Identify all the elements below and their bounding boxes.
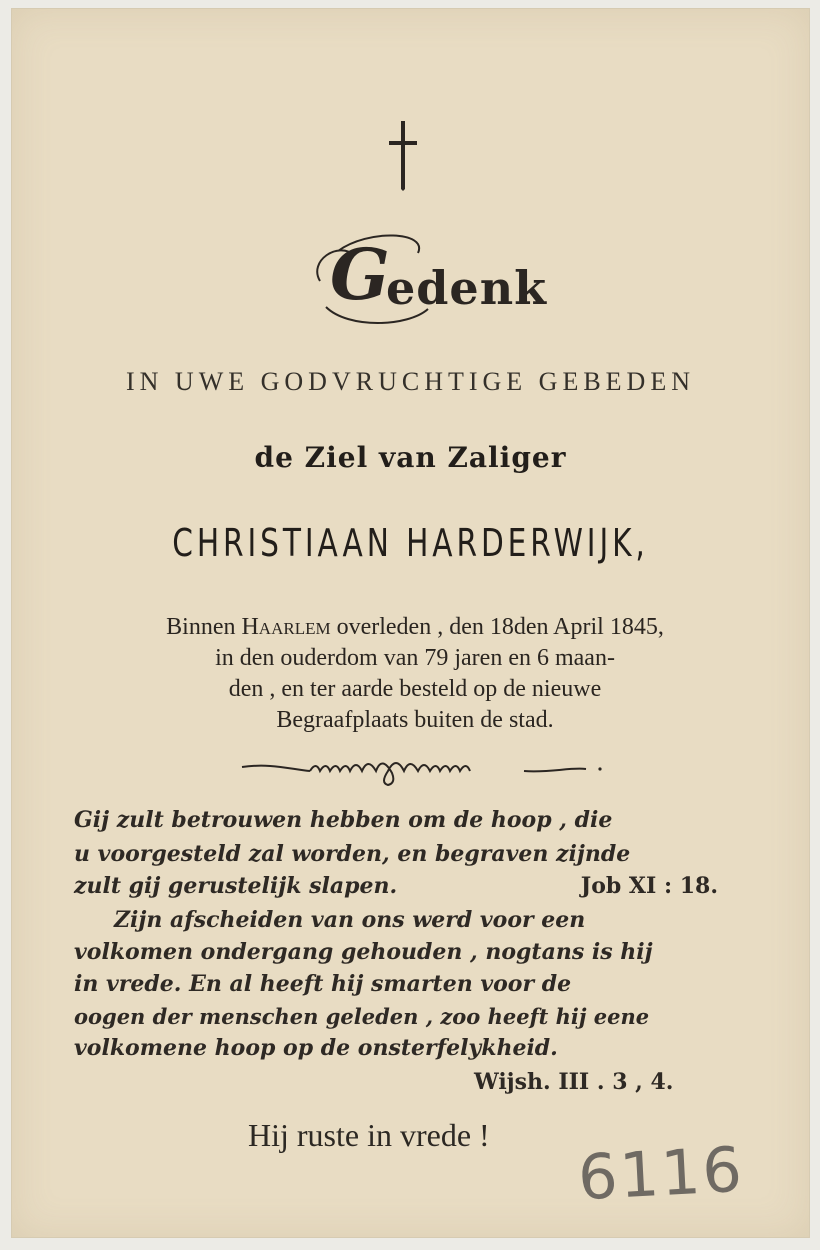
scripture-ref-wisdom: Wijsh. III . 3 , 4. <box>474 1069 674 1095</box>
quote-line-1: Gij zult betrouwen hebben om de hoop , die <box>74 807 613 833</box>
quote-line-5: volkomen ondergang gehouden , nogtans is hij <box>74 939 653 965</box>
quote-line-2: u voorgesteld zal worden, en begraven zijnde <box>74 841 631 867</box>
memorial-card <box>11 8 810 1238</box>
quote-line-4: Zijn afscheiden van ons werd voor een <box>114 907 586 933</box>
quote-line-6: in vrede. En al heeft hij smarten voor de <box>74 971 572 997</box>
quote-line-7: oogen der menschen geleden , zoo heeft hij eene <box>74 1004 650 1029</box>
quote-line-8: volkomene hoop op de onsterfelykheid. <box>74 1035 558 1061</box>
closing-line: Hij ruste in vrede ! <box>248 1117 490 1153</box>
city-name: Haarlem <box>241 614 331 640</box>
bio-line-1: Binnen Haarlem overleden , den 18den April 1845, <box>166 614 664 640</box>
biography <box>70 612 760 736</box>
soul-line: de Ziel van Zaliger <box>254 441 567 474</box>
prayer-line: IN UWE GODVRUCHTIGE GEBEDEN <box>126 367 695 396</box>
divider-flourish-icon <box>240 755 616 789</box>
quote-line-3: zult gij gerustelijk slapen. Job XI : 18. <box>74 871 750 902</box>
cross-icon <box>387 119 419 191</box>
gedenk-initial: G <box>330 233 390 316</box>
bio-line-3: den , en ter aarde besteld op de nieuwe <box>228 676 602 702</box>
handwritten-number: 6116 <box>576 1132 746 1215</box>
gedenk-rest: edenk <box>386 261 548 315</box>
deceased-name: CHRISTIAAN HARDERWIJK, <box>172 521 649 565</box>
scripture-ref-job: Job XI : 18. <box>580 873 718 899</box>
bio-line-4: Begraafplaats buiten de stad. <box>276 707 554 733</box>
gedenk-heading <box>308 231 548 327</box>
bio-line-2: in den ouderdom van 79 jaren en 6 maan- <box>215 645 615 671</box>
